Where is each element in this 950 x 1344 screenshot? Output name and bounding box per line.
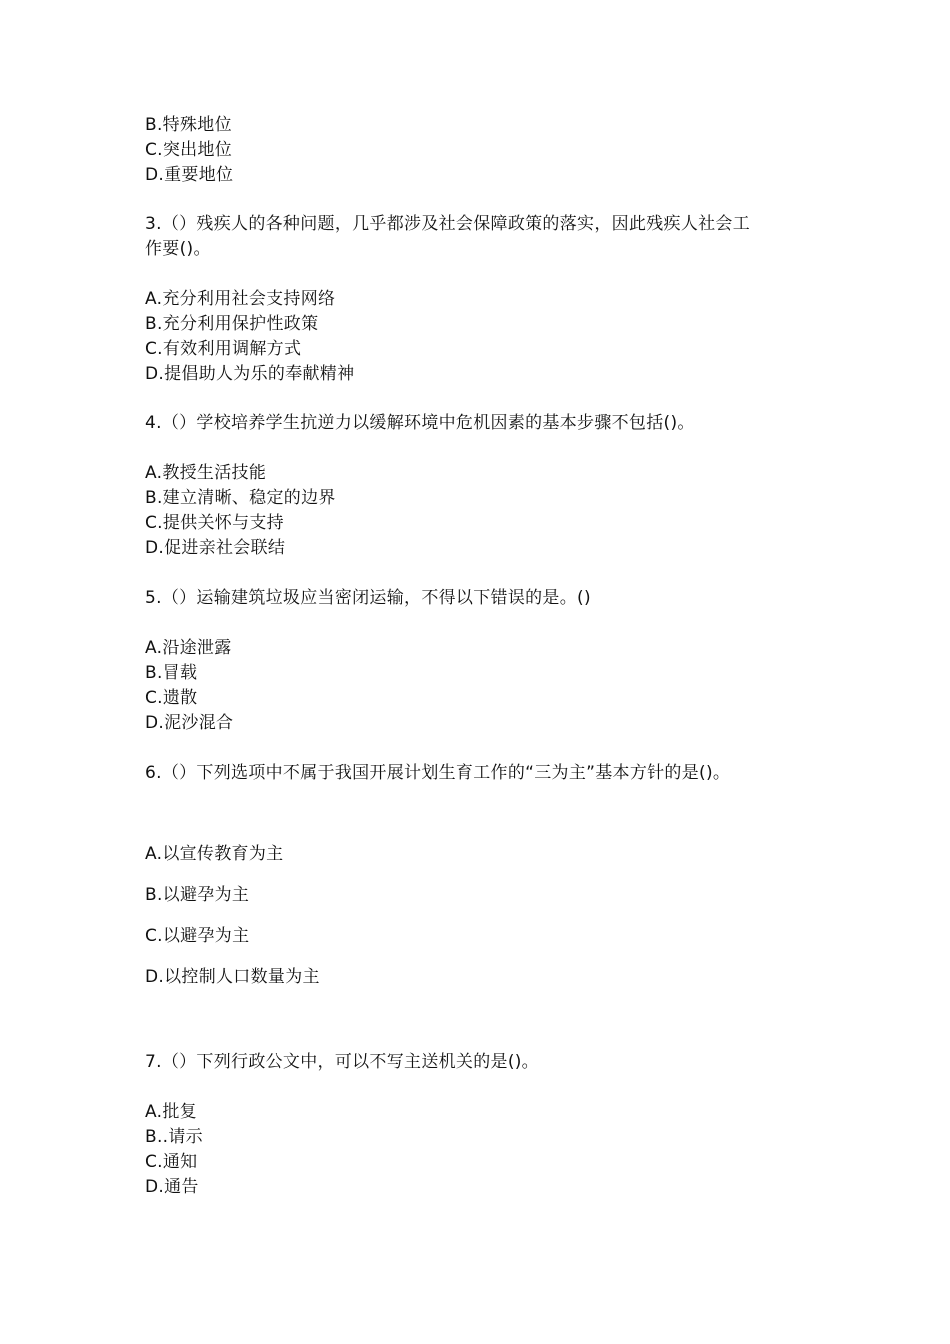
q4-stem: 4.（）学校培养学生抗逆力以缓解环境中危机因素的基本步骤不包括()。 — [145, 413, 695, 433]
q2-option-d: D.重要地位 — [145, 165, 234, 185]
q4-option-b: B.建立清晰、稳定的边界 — [145, 488, 336, 508]
q6-option-c: C.以避孕为主 — [145, 926, 250, 946]
q5-stem: 5.（）运输建筑垃圾应当密闭运输，不得以下错误的是。() — [145, 588, 591, 608]
q3-option-d: D.提倡助人为乐的奉献精神 — [145, 364, 355, 384]
q6-option-d: D.以控制人口数量为主 — [145, 967, 320, 987]
q3-stem-line2: 作要()。 — [145, 239, 211, 259]
q7-option-d: D.通告 — [145, 1177, 199, 1197]
q2-option-b: B.特殊地位 — [145, 115, 232, 135]
q5-option-d: D.泥沙混合 — [145, 713, 234, 733]
q7-stem: 7.（）下列行政公文中，可以不写主送机关的是()。 — [145, 1052, 539, 1072]
q2-option-c: C.突出地位 — [145, 140, 233, 160]
q7-option-c: C.通知 — [145, 1152, 198, 1172]
q6-option-b: B.以避孕为主 — [145, 885, 250, 905]
q4-option-d: D.促进亲社会联结 — [145, 538, 286, 558]
q6-stem: 6.（）下列选项中不属于我国开展计划生育工作的“三为主”基本方针的是()。 — [145, 763, 731, 783]
q7-option-a: A.批复 — [145, 1102, 197, 1122]
q3-stem-line1: 3.（）残疾人的各种问题，几乎都涉及社会保障政策的落实，因此残疾人社会工 — [145, 214, 751, 234]
q4-option-c: C.提供关怀与支持 — [145, 513, 284, 533]
q7-option-b: B..请示 — [145, 1127, 203, 1147]
q3-option-a: A.充分利用社会支持网络 — [145, 289, 336, 309]
q5-option-b: B.冒载 — [145, 663, 198, 683]
q4-option-a: A.教授生活技能 — [145, 463, 267, 483]
q5-option-a: A.沿途泄露 — [145, 638, 232, 658]
q3-option-c: C.有效利用调解方式 — [145, 339, 302, 359]
q6-option-a: A.以宣传教育为主 — [145, 844, 284, 864]
q3-option-b: B.充分利用保护性政策 — [145, 314, 319, 334]
q5-option-c: C.遗散 — [145, 688, 198, 708]
